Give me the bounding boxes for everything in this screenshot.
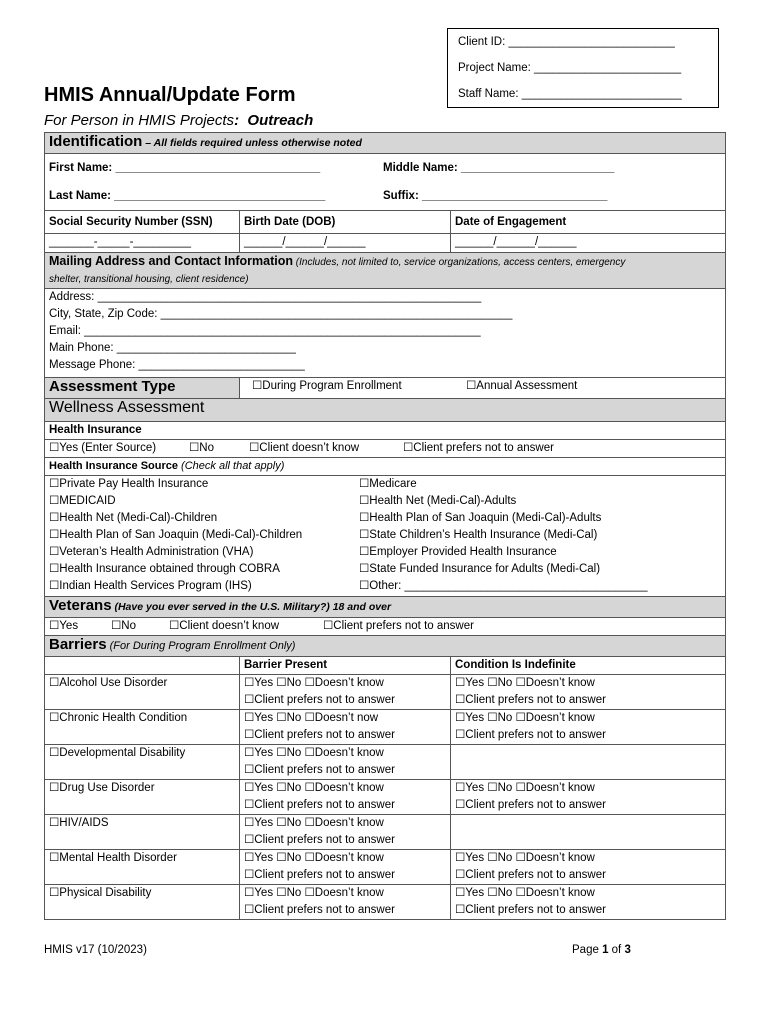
barrier-present-prefers-not[interactable]: ☐Client prefers not to answer [244,729,395,741]
hi-source-list-row [45,476,726,597]
barrier-present-options[interactable]: ☐Yes ☐No ☐Doesn’t know [244,887,384,899]
condition-indefinite-prefers-not[interactable]: ☐Client prefers not to answer [455,869,606,881]
barrier-present-options[interactable]: ☐Yes ☐No ☐Doesn’t know [244,747,384,759]
staff-name-field[interactable]: Staff Name: _________________________ [458,88,682,100]
name-rows [45,154,726,211]
veteran-yes-checkbox[interactable]: ☐Yes [49,620,79,632]
hi-source-checkbox[interactable]: ☐Medicare [359,478,417,490]
last-name-field[interactable]: Last Name: _________________________________ [49,190,326,202]
condition-indefinite-options[interactable]: ☐Yes ☐No ☐Doesn’t know [455,852,595,864]
barrier-row [45,780,726,815]
barrier-row [45,745,726,780]
condition-indefinite-prefers-not[interactable]: ☐Client prefers not to answer [455,729,606,741]
annual-assessment-checkbox[interactable]: ☐Annual Assessment [466,380,578,392]
form-title: HMIS Annual/Update Form [44,84,296,106]
doe-label: Date of Engagement [451,211,726,234]
barrier-name-checkbox[interactable]: ☐Drug Use Disorder [49,782,155,794]
mailing-note-1: (Includes, not limited to, service organizations, access centers, emergency [293,257,626,268]
hi-source-checkbox[interactable]: ☐Health Insurance obtained through COBRA [49,563,280,575]
veterans-title: Veterans [49,597,112,614]
health-insurance-options-row [45,440,726,458]
header-info-box [447,28,719,108]
id-values-row [45,234,726,253]
veterans-header [45,597,726,618]
email-field[interactable]: Email: ______________________________________________________________ [49,325,481,337]
condition-indefinite-options[interactable]: ☐Yes ☐No ☐Doesn’t know [455,782,595,794]
barriers-header [45,636,726,657]
barrier-name-checkbox[interactable]: ☐Chronic Health Condition [49,712,188,724]
mailing-title: Mailing Address and Contact Information [49,254,293,268]
barrier-name-checkbox[interactable]: ☐Developmental Disability [49,747,186,759]
condition-indefinite-options[interactable]: ☐Yes ☐No ☐Doesn’t know [455,677,595,689]
hi-source-checkbox[interactable]: ☐Employer Provided Health Insurance [359,546,557,558]
address-field[interactable]: Address: ____________________________________________________________ [49,291,482,303]
wellness-header [45,399,726,422]
city-state-zip-field[interactable]: City, State, Zip Code: _______________________________________________________ [49,308,513,320]
barrier-name-checkbox[interactable]: ☐Physical Disability [49,887,152,899]
barrier-present-prefers-not[interactable]: ☐Client prefers not to answer [244,834,395,846]
hi-sources-right [359,476,721,595]
barrier-present-prefers-not[interactable]: ☐Client prefers not to answer [244,869,395,881]
hi-source-checkbox[interactable]: ☐Health Net (Medi-Cal)-Adults [359,495,517,507]
veteran-dont-know-checkbox[interactable]: ☐Client doesn’t know [169,620,280,632]
project-name-field[interactable]: Project Name: _______________________ [458,62,682,74]
condition-indefinite-prefers-not[interactable]: ☐Client prefers not to answer [455,694,606,706]
barrier-present-options[interactable]: ☐Yes ☐No ☐Doesn’t now [244,712,379,724]
condition-indefinite-prefers-not[interactable]: ☐Client prefers not to answer [455,904,606,916]
veterans-options-row [45,618,726,636]
page-mid: of [608,944,625,956]
mailing-note-2: shelter, transitional housing, client residence) [49,274,249,285]
condition-indefinite-header: Condition Is Indefinite [451,657,726,675]
veterans-note: (Have you ever served in the U.S. Military?) 18 and over [111,601,392,613]
subtitle-prefix: For Person in HMIS Projects [44,112,235,129]
hi-no-checkbox[interactable]: ☐No [189,442,215,454]
barrier-present-header: Barrier Present [240,657,451,675]
health-insurance-label: Health Insurance [45,422,726,440]
barrier-present-options[interactable]: ☐Yes ☐No ☐Doesn’t know [244,782,384,794]
hi-prefers-not-checkbox[interactable]: ☐Client prefers not to answer [403,442,554,454]
identification-title: Identification [49,133,143,150]
suffix-field[interactable]: Suffix: _____________________________ [383,190,608,202]
barrier-row [45,710,726,745]
barrier-row [45,675,726,710]
hi-source-checkbox[interactable]: ☐Health Plan of San Joaquin (Medi-Cal)-Children [49,529,303,541]
barrier-present-options[interactable]: ☐Yes ☐No ☐Doesn’t know [244,852,384,864]
ssn-field[interactable]: _______-_____-_________ [45,234,240,253]
barrier-row [45,850,726,885]
doe-field[interactable]: ______/______/______ [451,234,726,253]
barrier-name-checkbox[interactable]: ☐Mental Health Disorder [49,852,177,864]
barrier-row [45,885,726,920]
first-name-field[interactable]: First Name: ________________________________ [49,162,321,174]
page-total: 3 [624,944,631,956]
dob-label: Birth Date (DOB) [240,211,451,234]
footer-version: HMIS v17 (10/2023) [44,944,147,956]
barrier-present-prefers-not[interactable]: ☐Client prefers not to answer [244,799,395,811]
ssn-label: Social Security Number (SSN) [45,211,240,234]
hi-source-checkbox[interactable]: ☐State Children’s Health Insurance (Medi-Cal) [359,529,598,541]
barriers-title: Barriers [49,636,107,653]
health-insurance-label-row [45,422,726,440]
main-phone-field[interactable]: Main Phone: ____________________________ [49,342,296,354]
condition-indefinite-options[interactable]: ☐Yes ☐No ☐Doesn’t know [455,712,595,724]
mailing-fields [45,289,726,378]
identification-header [45,133,726,154]
form-subtitle: For Person in HMIS Projects: Outreach [44,112,314,129]
barrier-present-prefers-not[interactable]: ☐Client prefers not to answer [244,764,395,776]
barrier-present-options[interactable]: ☐Yes ☐No ☐Doesn’t know [244,677,384,689]
footer-page [572,944,631,956]
veteran-no-checkbox[interactable]: ☐No [111,620,137,632]
hi-source-checkbox[interactable]: ☐MEDICAID [49,495,116,507]
dob-field[interactable]: ______/______/______ [240,234,451,253]
id-labels-row [45,211,726,234]
hi-source-checkbox[interactable]: ☐Health Plan of San Joaquin (Medi-Cal)-Adults [359,512,602,524]
hi-source-checkbox[interactable]: ☐State Funded Insurance for Adults (Medi-Cal) [359,563,601,575]
assessment-type-title: Assessment Type [49,378,176,395]
hi-source-checkbox[interactable]: ☐Other: ______________________________________ [359,580,648,592]
hi-source-checkbox[interactable]: ☐Private Pay Health Insurance [49,478,209,490]
mailing-header [45,253,726,289]
barrier-row [45,815,726,850]
assessment-type-row [45,378,726,399]
barrier-present-prefers-not[interactable]: ☐Client prefers not to answer [244,694,395,706]
barriers-note: (For During Program Enrollment Only) [106,640,296,652]
condition-indefinite-options[interactable]: ☐Yes ☐No ☐Doesn’t know [455,887,595,899]
page-number: 1 [602,944,609,956]
hi-yes-checkbox[interactable]: ☐Yes (Enter Source) [49,442,157,454]
hi-source-note: (Check all that apply) [178,460,285,472]
hi-dont-know-checkbox[interactable]: ☐Client doesn’t know [249,442,360,454]
message-phone-field[interactable]: Message Phone: __________________________ [49,359,305,371]
wellness-title: Wellness Assessment [49,399,205,416]
barrier-present-options[interactable]: ☐Yes ☐No ☐Doesn’t know [244,817,384,829]
middle-name-field[interactable]: Middle Name: ________________________ [383,162,615,174]
hi-source-label: Health Insurance Source [49,460,178,472]
barrier-rows [45,675,726,920]
veteran-prefers-not-checkbox[interactable]: ☐Client prefers not to answer [323,620,474,632]
hmis-form-table [44,132,726,920]
barrier-present-prefers-not[interactable]: ☐Client prefers not to answer [244,904,395,916]
during-enrollment-checkbox[interactable]: ☐During Program Enrollment [252,380,402,392]
barrier-name-checkbox[interactable]: ☐Alcohol Use Disorder [49,677,168,689]
client-id-field[interactable]: Client ID: __________________________ [458,36,675,48]
hi-source-checkbox[interactable]: ☐Health Net (Medi-Cal)-Children [49,512,218,524]
page-prefix: Page [572,944,603,956]
hi-source-checkbox[interactable]: ☐Veteran’s Health Administration (VHA) [49,546,254,558]
identification-note: – All fields required unless otherwise noted [142,137,362,149]
hi-source-checkbox[interactable]: ☐Indian Health Services Program (IHS) [49,580,252,592]
hi-source-label-row [45,458,726,476]
barrier-name-checkbox[interactable]: ☐HIV/AIDS [49,817,109,829]
barriers-column-header-row [45,657,726,675]
subtitle-suffix: Outreach [247,112,314,129]
condition-indefinite-prefers-not[interactable]: ☐Client prefers not to answer [455,799,606,811]
hi-sources-left [49,476,359,595]
